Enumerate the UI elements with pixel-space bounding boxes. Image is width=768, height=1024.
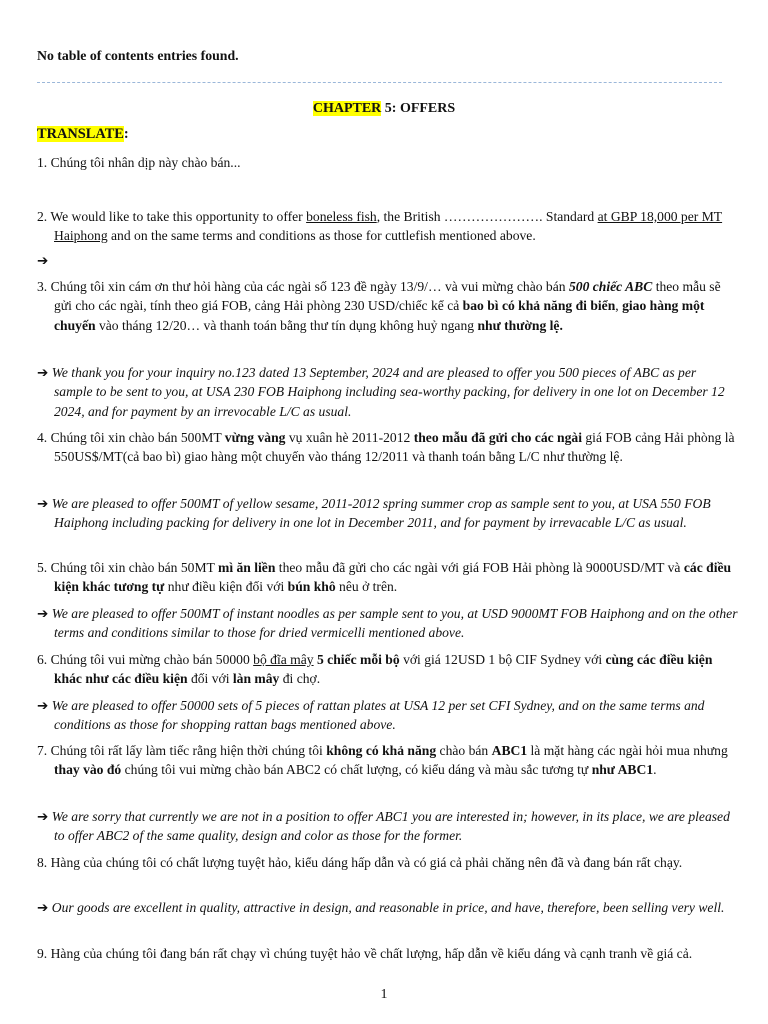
item-2-english: 2. We would like to take this opportunity to offer boneless fish, the British …………………. Standard at GBP 18,000 per MT Haiphong and on the same terms and conditions as those for cuttlefish mentioned above. (37, 209, 723, 244)
item-9-vietnamese: 9. Hàng của chúng tôi đang bán rất chạy vì chúng tuyệt hảo về chất lượng, hấp dẫn về kiểu dáng và cạnh tranh về giá cả. (37, 946, 693, 961)
item-5-vietnamese: 5. Chúng tôi xin chào bán 50MT mì ăn liền theo mẫu đã gửi cho các ngài với giá FOB Hải phòng là 9000USD/MT và các điều kiện khác tương tự như điều kiện đối với bún khô nêu ở trên. (37, 560, 732, 595)
item-3-vietnamese: 3. Chúng tôi xin cám ơn thư hỏi hàng của các ngài số 123 đề ngày 13/9/… và vui mừng chào bán 500 chiếc ABC theo mẫu sẽ gửi cho các ngài, tính theo giá FOB, cảng Hải phòng 230 USD/chiếc kể cả bao bì có khả năng đi biển, giao hàng một chuyến vào tháng 12/20… và thanh toán bằng thư tín dụng không huỷ ngang như thường lệ. (37, 279, 721, 333)
item-6-english: ➔ We are pleased to offer 50000 sets of 5 pieces of rattan plates at USA 12 per set CFI Sydney, and on the same terms and conditions as those for shopping rattan bags mentioned above. (37, 698, 705, 733)
item-5-english: ➔ We are pleased to offer 500MT of instant noodles as per sample sent to you, at USD 9000MT FOB Haiphong and on the other terms and conditions similar to those for dried vermicelli mentioned above. (37, 606, 738, 641)
item-4-vietnamese: 4. Chúng tôi xin chào bán 500MT vừng vàng vụ xuân hè 2011-2012 theo mẫu đã gửi cho các ngài giá FOB cảng Hải phòng là 550US$/MT(cả bao bì) giao hàng một chuyến vào tháng 12/2011 và thanh toán bằng L/C như thường lệ. (37, 430, 735, 465)
item-7-vietnamese: 7. Chúng tôi rất lấy làm tiếc rằng hiện thời chúng tôi không có khả năng chào bán ABC1 là mặt hàng các ngài hỏi mua nhưng thay vào đó chúng tôi vui mừng chào bán ABC2 có chất lượng, có kiểu dáng và màu sắc tương tự như ABC1. (37, 743, 728, 778)
arrow-icon: ➔ (37, 900, 49, 915)
item-3-english: ➔ We thank you for your inquiry no.123 dated 13 September, 2024 and are pleased to offer you 500 pieces of ABC as per sample to be sent to you, at USA 230 FOB Haiphong including sea-worthy packing, for delivery in one lot on December 12 2024, and for payment by an irrevocable L/C as usual. (37, 365, 725, 419)
toc-separator (37, 82, 722, 83)
arrow-icon: ➔ (37, 365, 49, 380)
item-8-english: ➔ Our goods are excellent in quality, attractive in design, and reasonable in price, and have, therefore, been selling very well. (37, 900, 725, 915)
arrow-icon: ➔ (37, 809, 49, 824)
arrow-icon: ➔ (37, 253, 49, 268)
translate-label: TRANSLATE (37, 126, 124, 142)
chapter-word: CHAPTER (312, 101, 382, 116)
item-8-vietnamese: 8. Hàng của chúng tôi có chất lượng tuyệt hảo, kiểu dáng hấp dẫn và có giá cả phải chăng nên đã và đang bán rất chạy. (37, 855, 683, 870)
page-number: 1 (380, 987, 388, 1002)
chapter-heading (0, 99, 768, 118)
chapter-title: 5: OFFERS (381, 101, 456, 116)
item-6-vietnamese: 6. Chúng tôi vui mừng chào bán 50000 bộ đĩa mây 5 chiếc mỗi bộ với giá 12USD 1 bộ CIF Sydney với cùng các điều kiện khác như các điều kiện đối với làn mây đi chợ. (37, 652, 713, 687)
translate-heading: TRANSLATE: (37, 126, 129, 142)
arrow-icon: ➔ (37, 496, 49, 511)
item-7-english: ➔ We are sorry that currently we are not in a position to offer ABC1 you are interested in; however, in its place, we are pleased to offer ABC2 of the same quality, design and color as those for the former. (37, 809, 730, 844)
arrow-icon: ➔ (37, 698, 49, 713)
item-1-vietnamese: 1. Chúng tôi nhân dịp này chào bán... (37, 155, 241, 170)
toc-notice: No table of contents entries found. (37, 48, 239, 63)
item-4-english: ➔ We are pleased to offer 500MT of yellow sesame, 2011-2012 spring summer crop as sample sent to you, at USA 550 FOB Haiphong including packing for delivery in one lot in December 2011, and for payment by irrevacable L/C as usual. (37, 496, 711, 531)
arrow-icon: ➔ (37, 606, 49, 621)
